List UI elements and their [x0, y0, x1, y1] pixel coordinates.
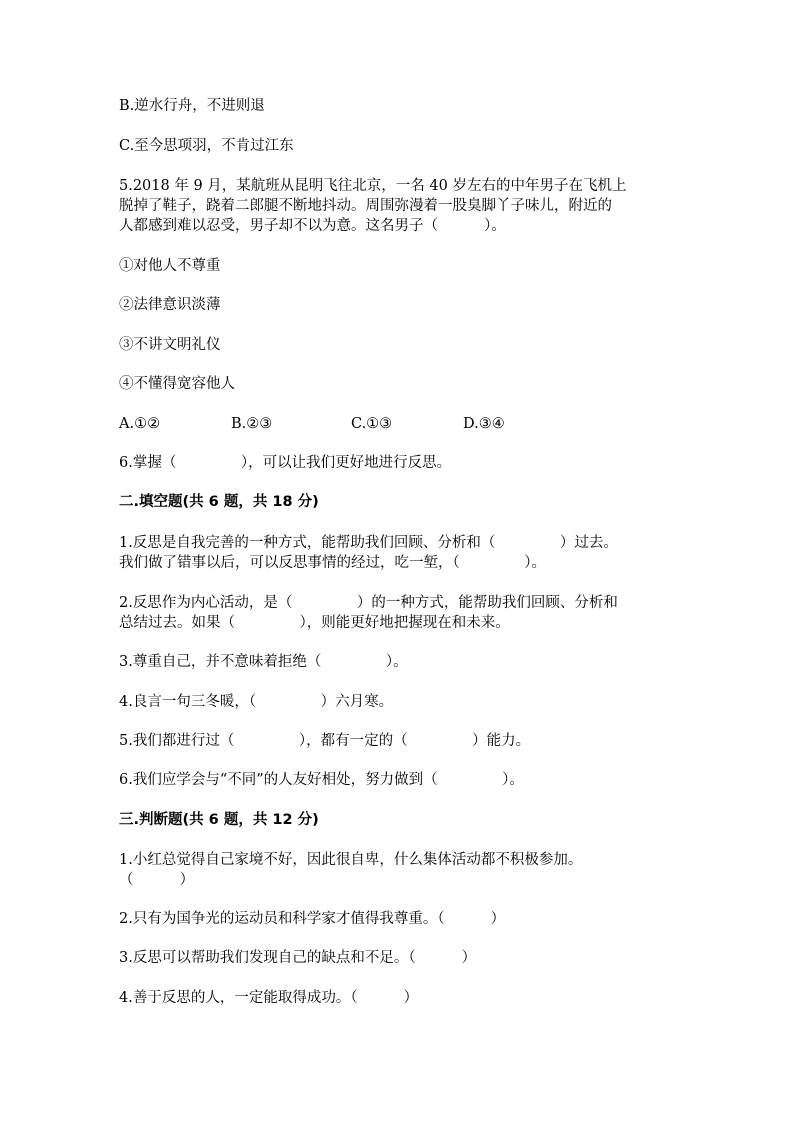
judge-q1-line-2: （ ） [119, 872, 195, 888]
fill-q5: 5.我们都进行过（ ），都有一定的（ ）能力。 [119, 733, 531, 749]
section3-heading: 三.判断题(共 6 题，共 12 分) [119, 812, 319, 828]
q4-option-b: B.逆水行舟，不进则退 [119, 98, 265, 114]
q5-text-line-3: 人都感到难以忍受，男子却不以为意。这名男子（ ）。 [119, 218, 506, 234]
fill-q4: 4.良言一句三冬暖，（ ）六月寒。 [119, 694, 394, 710]
fill-q3: 3.尊重自己，并不意味着拒绝（ ）。 [119, 654, 408, 670]
judge-q2: 2.只有为国争光的运动员和科学家才值得我尊重。（ ） [119, 911, 506, 927]
fill-q2-line-2: 总结过去。如果（ ），则能更好地把握现在和未来。 [119, 615, 510, 631]
q5-choice-d: D.③④ [463, 416, 505, 432]
judge-q4: 4.善于反思的人，一定能取得成功。（ ） [119, 990, 419, 1006]
q5-choice-a: A.①② [119, 416, 161, 432]
fill-q2-line-1: 2.反思作为内心活动，是（ ）的一种方式，能帮助我们回顾、分析和 [119, 595, 618, 611]
judge-q1-line-1: 1.小红总觉得自己家境不好，因此很自卑，什么集体活动都不积极参加。 [119, 852, 583, 868]
fill-q1-line-2: 我们做了错事以后，可以反思事情的经过，吃一堑，（ ）。 [119, 555, 547, 571]
q5-text-line-1: 5.2018 年 9 月，某航班从昆明飞往北京，一名 40 岁左右的中年男子在飞机上 [119, 178, 627, 194]
q6-text: 6.掌握（ ），可以让我们更好地进行反思。 [119, 455, 452, 471]
fill-q6: 6.我们应学会与“不同”的人友好相处，努力做到（ ）。 [119, 772, 524, 788]
q5-statement-3: ③不讲文明礼仪 [119, 337, 221, 353]
q5-choice-c: C.①③ [351, 416, 393, 432]
section2-heading: 二.填空题(共 6 题，共 18 分) [119, 494, 319, 510]
fill-q1-line-1: 1.反思是自我完善的一种方式，能帮助我们回顾、分析和（ ）过去。 [119, 535, 618, 551]
q4-option-c: C.至今思项羽，不肯过江东 [119, 138, 294, 154]
q5-statement-2: ②法律意识淡薄 [119, 297, 221, 313]
q5-text-line-2: 脱掉了鞋子，跷着二郎腿不断地抖动。周围弥漫着一股臭脚丫子味儿，附近的 [119, 198, 612, 214]
q5-statement-4: ④不懂得宽容他人 [119, 376, 235, 392]
q5-statement-1: ①对他人不尊重 [119, 258, 221, 274]
q5-choice-b: B.②③ [231, 416, 273, 432]
judge-q3: 3.反思可以帮助我们发现自己的缺点和不足。（ ） [119, 950, 477, 966]
